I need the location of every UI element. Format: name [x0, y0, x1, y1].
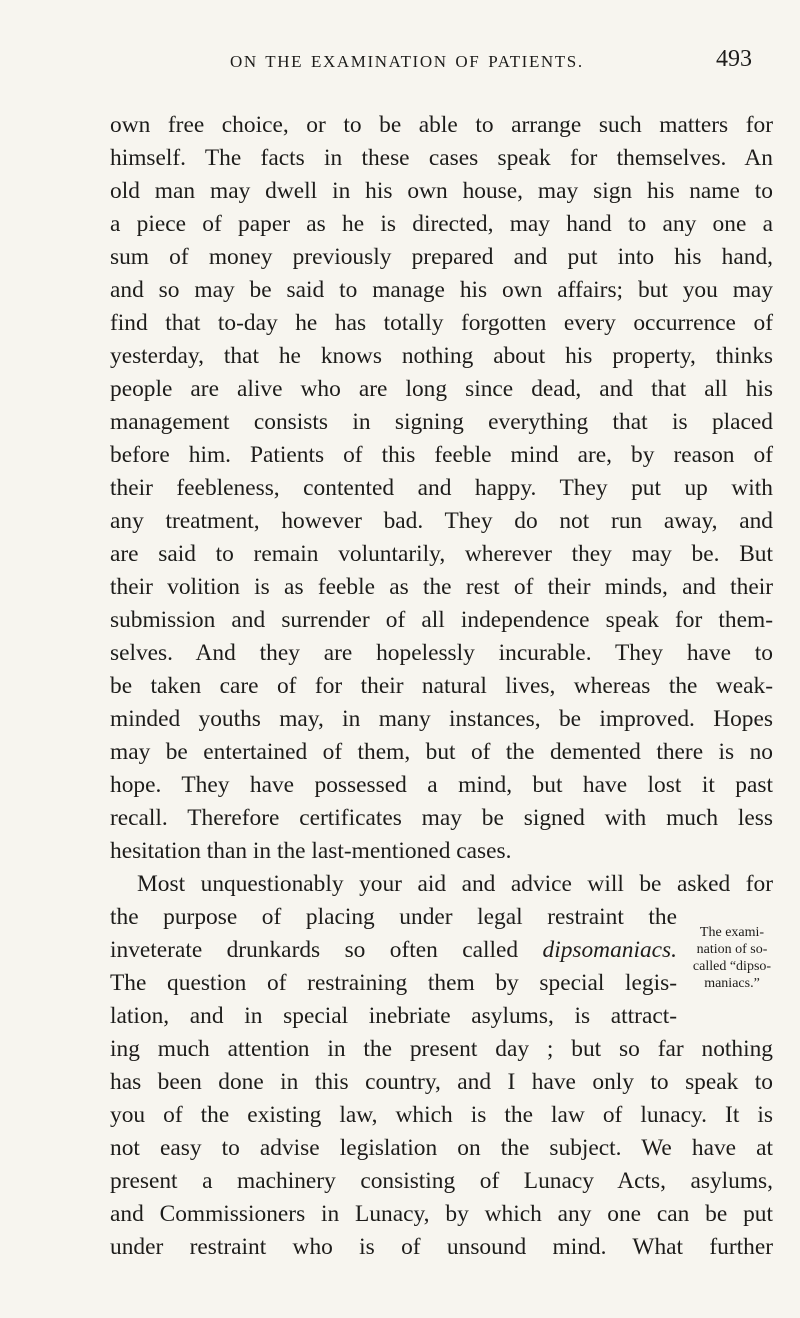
text-line: management consists in signing everything that is placed: [110, 409, 773, 435]
text-line: [110, 935, 677, 965]
text-line: and so may be said to manage his own affairs; but you may: [110, 277, 773, 303]
text-line: be taken care of for their natural lives, whereas the weak-: [110, 673, 773, 699]
text-line: old man may dwell in his own house, may sign his name to: [110, 178, 773, 204]
text-line: not easy to advise legislation on the subject. We have at: [110, 1135, 773, 1161]
text-line: you of the existing law, which is the law of lunacy. It is: [110, 1102, 773, 1128]
text-line: yesterday, that he knows nothing about his property, thinks: [110, 343, 773, 369]
text-line: their volition is as feeble as the rest of their minds, and their: [110, 574, 773, 600]
text-line: and Commissioners in Lunacy, by which any one can be put: [110, 1201, 773, 1227]
text-line: minded youths may, in many instances, be improved. Hopes: [110, 706, 773, 732]
text-line: hope. They have possessed a mind, but have lost it past: [110, 772, 773, 798]
text-line: selves. And they are hopelessly incurable. They have to: [110, 640, 773, 666]
text-line: recall. Therefore certificates may be signed with much less: [110, 805, 773, 831]
running-head: ON THE EXAMINATION OF PATIENTS.: [230, 52, 584, 71]
text-line: ing much attention in the present day ; but so far nothing: [110, 1036, 773, 1062]
text-line: own free choice, or to be able to arrange such matters for: [110, 112, 773, 138]
text-line: sum of money previously prepared and put into his hand,: [110, 244, 773, 270]
text-line: may be entertained of them, but of the demented there is no: [110, 739, 773, 765]
text-line: under restraint who is of unsound mind. What further: [110, 1234, 773, 1260]
text-line: has been done in this country, and I have only to speak to: [110, 1069, 773, 1095]
margin-note-line: The exami-: [699, 925, 765, 940]
text-line: hesitation than in the last-mentioned cases.: [110, 838, 512, 864]
text-line: present a machinery consisting of Lunacy Acts, asylums,: [110, 1168, 773, 1194]
text-line: submission and surrender of all independence speak for them-: [110, 607, 773, 633]
text-line: find that to-day he has totally forgotten every occurrence of: [110, 310, 773, 336]
margin-note-line: nation of so-: [696, 942, 768, 957]
text-line: before him. Patients of this feeble mind are, by reason of: [110, 442, 773, 468]
text-line: The question of restraining them by special legis-: [110, 970, 677, 996]
text-line: people are alive who are long since dead, and that all his: [110, 376, 773, 402]
text-line: are said to remain voluntarily, wherever they may be. But: [110, 541, 773, 567]
text-line: Most unquestionably your aid and advice will be asked for: [137, 871, 773, 897]
text-span: inveterate drunkards so often called: [110, 937, 543, 963]
text-line: himself. The facts in these cases speak for themselves. An: [110, 145, 773, 171]
margin-note-line: called “dipso-: [692, 959, 772, 974]
margin-note-line: maniacs.”: [704, 976, 760, 991]
italic-term: dipsomaniacs.: [542, 937, 677, 963]
text-line: lation, and in special inebriate asylums, is attract-: [110, 1003, 677, 1029]
text-line: a piece of paper as he is directed, may hand to any one a: [110, 211, 773, 237]
text-line: the purpose of placing under legal restraint the: [110, 904, 677, 930]
text-line: their feebleness, contented and happy. They put up with: [110, 475, 773, 501]
text-line: any treatment, however bad. They do not run away, and: [110, 508, 773, 534]
page-number: 493: [716, 46, 752, 72]
